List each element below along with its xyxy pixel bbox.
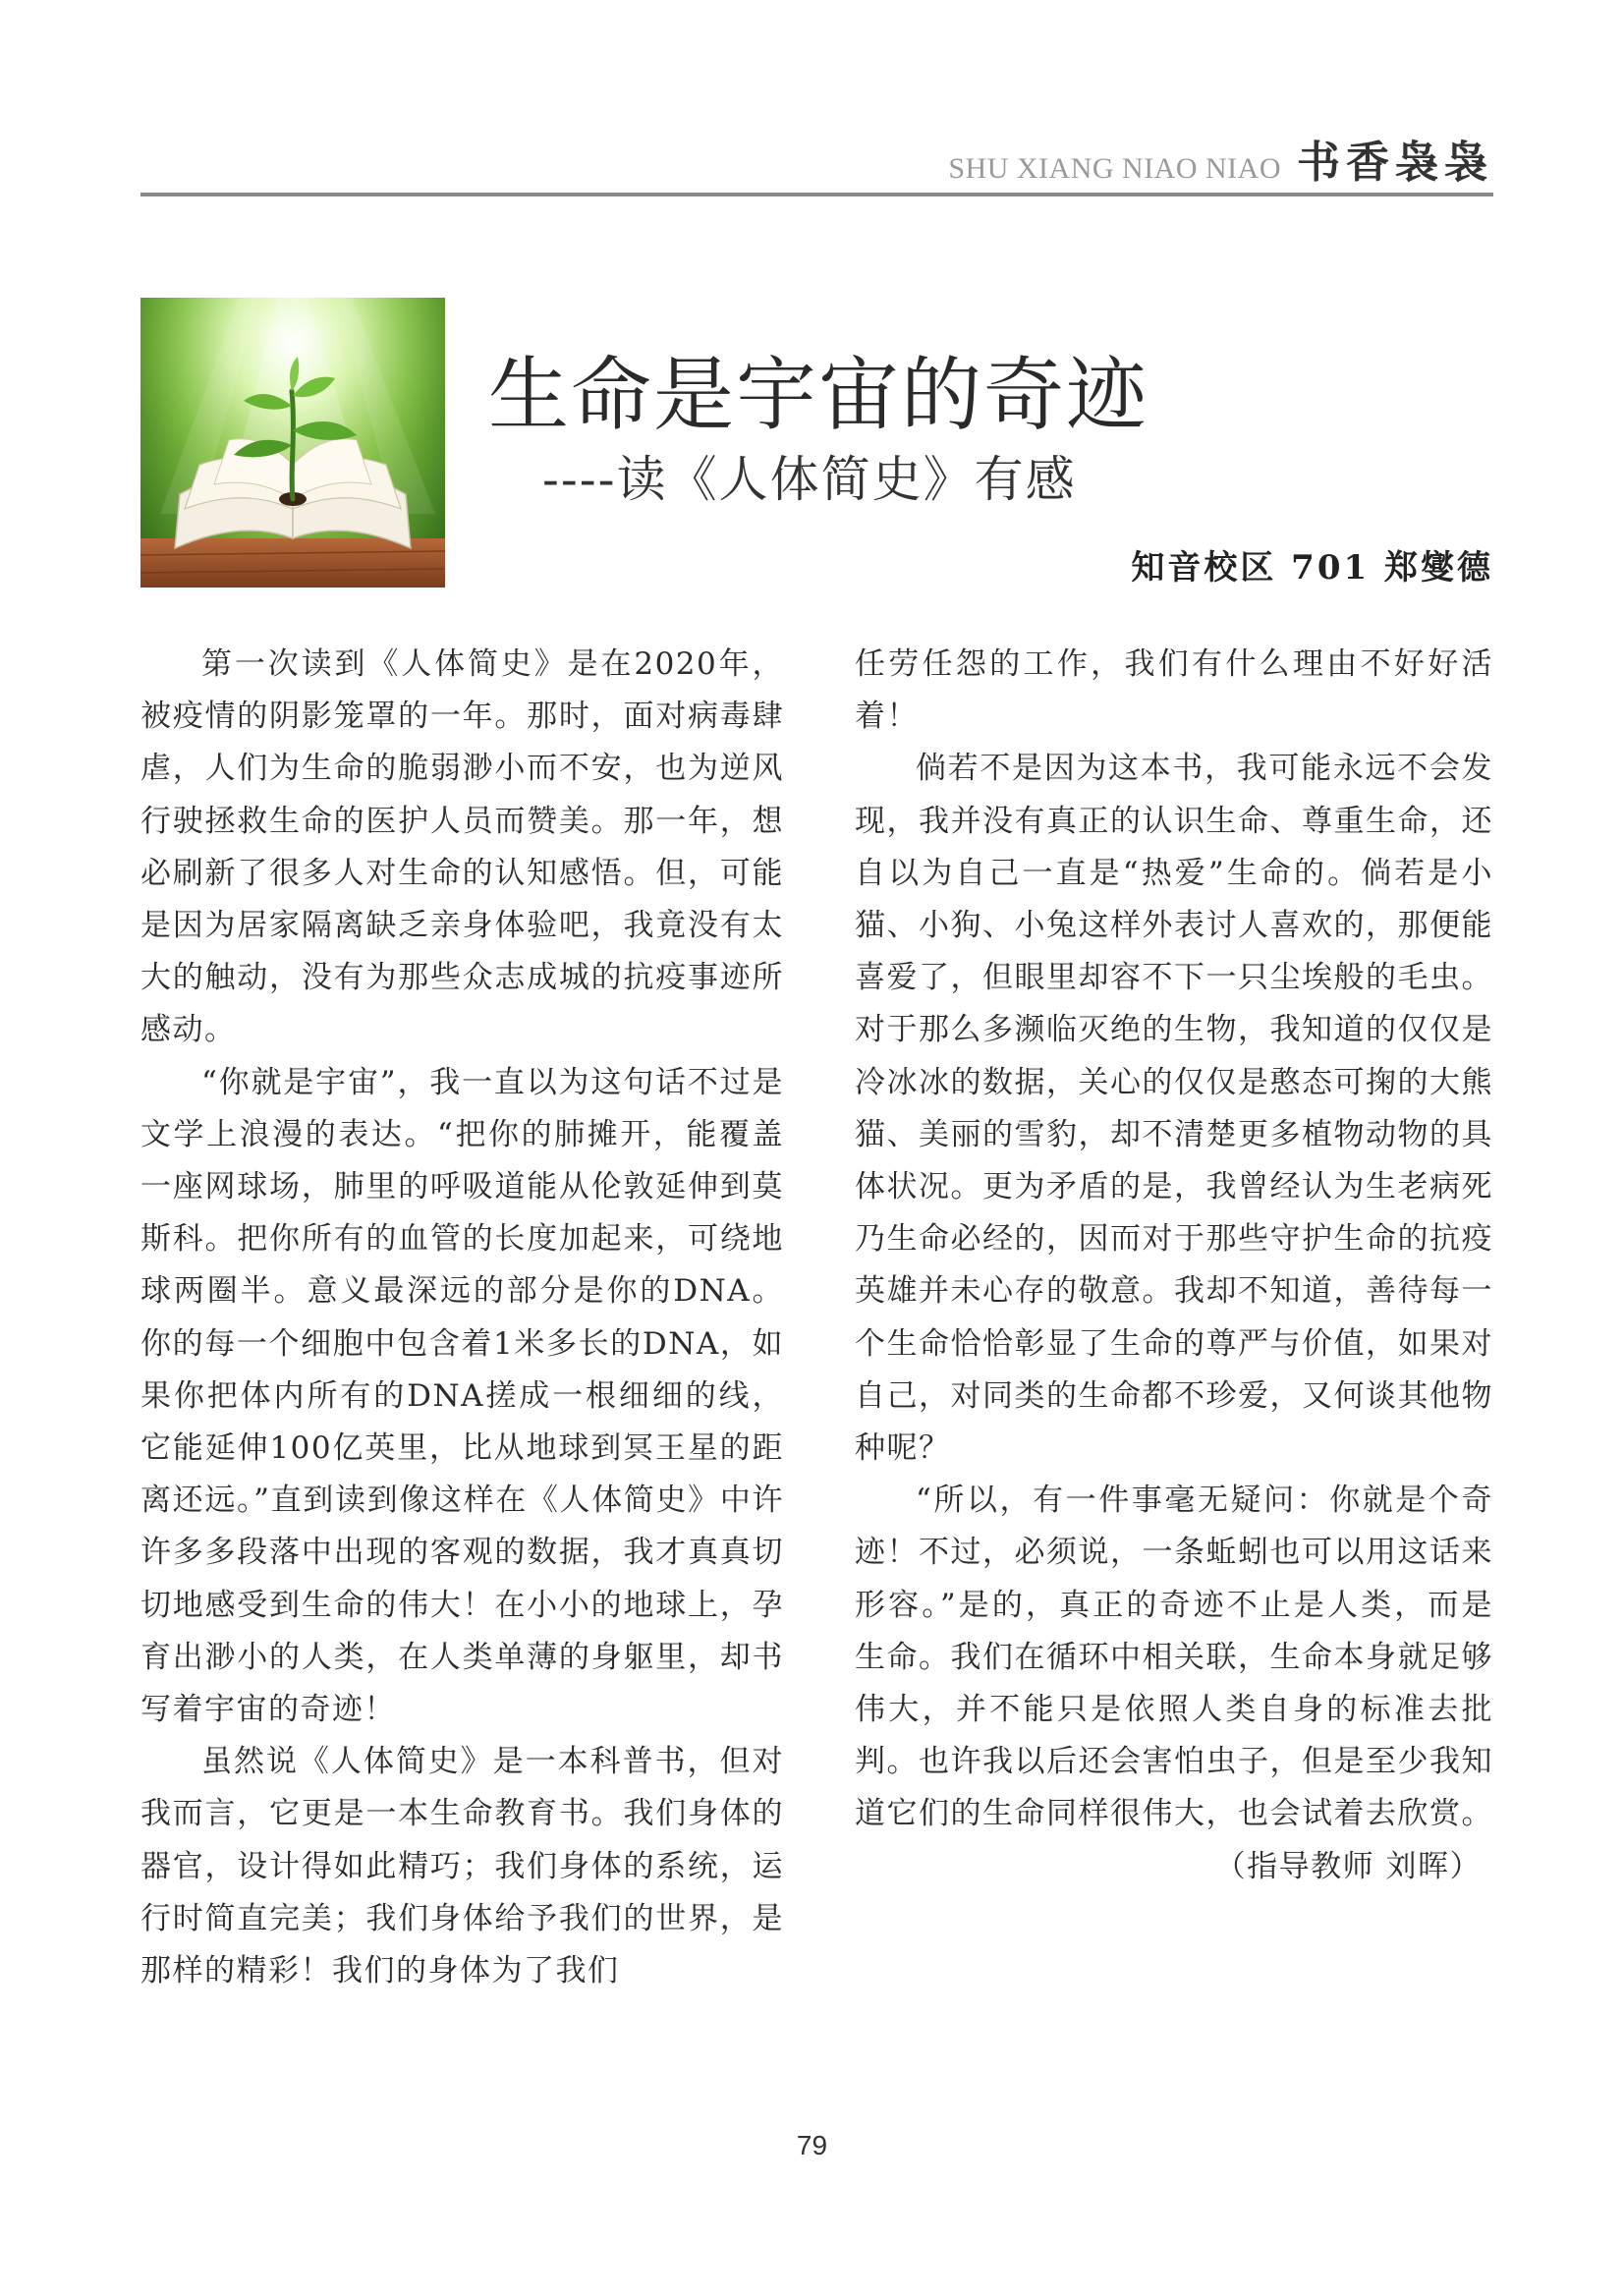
paragraph: 倘若不是因为这本书，我可能永远不会发现，我并没有真正的认识生命、尊重生命，还自以为自己一直是“热爱”生命的。倘若是小猫、小狗、小兔这样外表讨人喜欢的，那便能喜爱了，但眼里却容不下一只尘埃般的毛虫。对于那么多濒临灭绝的生物，我知道的仅仅是冷冰冰的数据，关心的仅仅是憨态可掬的大熊猫、美丽的雪豹，却不清楚更多植物动物的具体状况。更为矛盾的是，我曾经认为生老病死乃生命必经的，因而对于那些守护生命的抗疫英雄并未心存的敬意。我却不知道，善待每一个生命恰恰彰显了生命的尊严与价值，如果对自己，对同类的生命都不珍爱，又何谈其他物种呢？	[855, 751, 1493, 1467]
sprout-book-illustration	[140, 298, 445, 588]
header-rule	[140, 193, 1493, 196]
paragraph: “你就是宇宙”，我一直以为这句话不过是文学上浪漫的表达。“把你的肺摊开，能覆盖一座网球场，肺里的呼吸道能从伦敦延伸到莫斯科。把你所有的血管的长度加起来，可绕地球两圈半。意义最深远的部分是你的DNA。你的每一个细胞中包含着1米多长的DNA，如果你把体内所有的DNA搓成一根细细的线，它能延伸100亿英里，比从地球到冥王星的距离还远。”直到读到像这样在《人体简史》中许许多多段落中出现的客观的数据，我才真真切切地感受到生命的伟大！在小小的地球上，孕育出渺小的人类，在人类单薄的身躯里，却书写着宇宙的奇迹！	[140, 1064, 784, 1728]
article-subtitle: ----读《人体简史》有感	[542, 451, 1077, 508]
header-chinese: 书香袅袅	[1297, 138, 1493, 188]
hero-image-sprout-book	[140, 298, 445, 588]
advisor-credit: （指导教师 刘晖）	[1214, 1848, 1482, 1884]
left-column	[140, 639, 784, 1997]
paragraph: “所以，有一件事毫无疑问：你就是个奇迹！不过，必须说，一条蚯蚓也可以用这话来形容。”是的，真正的奇迹不止是人类，而是生命。我们在循环中相关联，生命本身就足够伟大，并不能只是依照人类自身的标准去批判。也许我以后还会害怕虫子，但是至少我知道它们的生命同样很伟大，也会试着去欣赏。	[855, 1483, 1493, 1832]
paragraph: 虽然说《人体简史》是一本科普书，但对我而言，它更是一本生命教育书。我们身体的器官，设计得如此精巧；我们身体的系统，运行时简直完美；我们身体给予我们的世界，是那样的精彩！我们的身体为了我们	[140, 1744, 784, 1989]
paragraph: 第一次读到《人体简史》是在2020年，被疫情的阴影笼罩的一年。那时，面对病毒肆虐，人们为生命的脆弱渺小而不安，也为逆风行驶拯救生命的医护人员而赞美。那一年，想必刷新了很多人对生命的认知感悟。但，可能是因为居家隔离缺乏亲身体验吧，我竟没有太大的触动，没有为那些众志成城的抗疫事迹所感动。	[140, 646, 784, 1048]
paragraph-continued: 任劳任怨的工作，我们有什么理由不好好活着！	[855, 646, 1493, 735]
article-title: 生命是宇宙的奇迹	[488, 349, 1149, 442]
right-column	[855, 639, 1493, 1893]
page-number: 79	[796, 2130, 828, 2160]
author-byline: 知音校区 701 郑燮德	[1131, 548, 1493, 588]
running-header	[140, 138, 1493, 187]
header-english: SHU XIANG NIAO NIAO	[948, 152, 1281, 185]
